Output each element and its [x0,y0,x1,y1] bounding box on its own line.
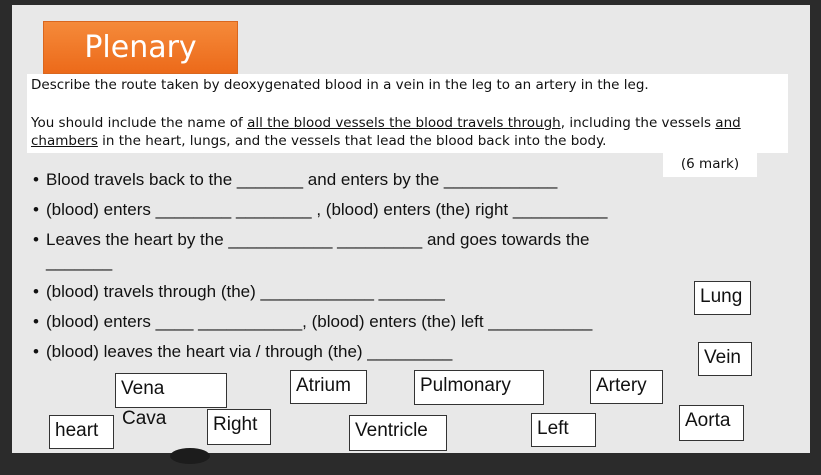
bullet-item [33,230,590,250]
bullet-text: Blood travels back to the _______ and enters by the ____________ [46,170,558,189]
bullet-dot: • [33,282,39,301]
word-card-artery[interactable]: Artery [590,370,663,404]
bullet-continuation: _______ [46,252,113,271]
word-card-heart[interactable]: heart [49,415,114,449]
bullet-item [33,200,607,220]
prompt-text: You should include the name of [31,115,248,131]
bullet-item [33,282,445,302]
bullet-item [33,170,557,190]
prompt-text: in the heart, lungs, and the vessels that lead the blood back into the body. [97,133,607,149]
prompt-underlined-text: chambers [31,133,98,149]
bullet-dot: • [33,170,39,189]
bullet-item [33,342,452,362]
bullet-text: (blood) travels through (the) ____________ _______ [46,282,445,301]
prompt-line-3 [31,132,771,150]
decorative-shape [170,448,210,464]
bullet-text: (blood) leaves the heart via / through (the) _________ [46,342,453,361]
question-prompt [27,74,788,153]
bullet-dot: • [33,200,39,219]
slide-title: Plenary [43,21,238,74]
prompt-text: , including the vessels [560,115,716,131]
word-card-ventricle[interactable]: Ventricle [349,415,447,451]
bullet-dot: • [33,342,39,361]
bullet-text: Leaves the heart by the ___________ _________ and goes towards the [46,230,590,249]
bullet-text: (blood) enters ____ ___________, (blood) enters (the) left ___________ [46,312,593,331]
word-card-lung[interactable]: Lung [694,281,751,315]
prompt-line-1: Describe the route taken by deoxygenated blood in a vein in the leg to an artery in the leg. [31,77,649,93]
word-card-pulmonary[interactable]: Pulmonary [414,370,544,405]
bullet-text: (blood) enters ________ ________ , (blood) enters (the) right __________ [46,200,608,219]
word-card-vein[interactable]: Vein [698,342,752,376]
bullet-dot: • [33,312,39,331]
word-card-cava-text: Cava [122,408,167,429]
marks-label: (6 mark) [663,153,757,177]
prompt-underlined-text: and [715,115,741,131]
word-card-atrium[interactable]: Atrium [290,370,367,404]
word-card-right[interactable]: Right [207,409,271,445]
word-card-aorta[interactable]: Aorta [679,405,744,441]
prompt-underlined-text: all the blood vessels the blood travels through [247,115,561,131]
word-card-vena[interactable]: Vena [115,373,227,408]
bullet-item [33,312,592,332]
word-card-left[interactable]: Left [531,413,596,447]
bullet-dot: • [33,230,39,249]
prompt-line-2 [31,114,771,132]
